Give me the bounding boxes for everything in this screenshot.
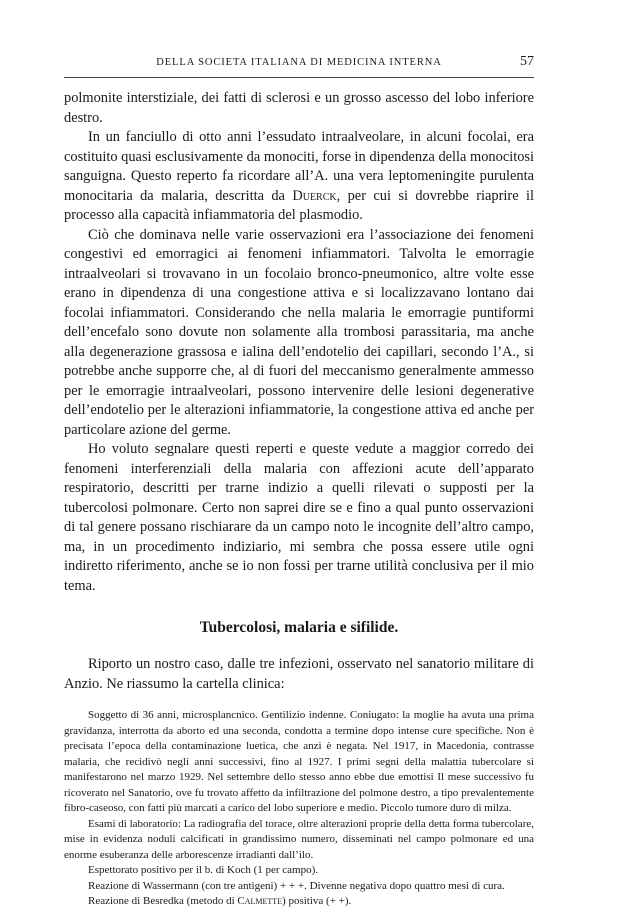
paragraph-continuation: polmonite interstiziale, dei fatti di sclerosi e un grosso ascesso del lobo inferiore destro. bbox=[64, 90, 534, 126]
paragraph-monocytes bbox=[64, 128, 534, 226]
case-besredka-author: Calmette bbox=[237, 895, 283, 907]
case-besredka-start: Reazione di Besredka (metodo di bbox=[88, 895, 235, 907]
running-title: DELLA SOCIETA ITALIANA DI MEDICINA INTERNA bbox=[156, 57, 442, 68]
paragraph-congestion: Ciò che dominava nelle varie osservazioni era l’associazione dei fenomeni congestivi ed emorragici ai fenomeni infiammatori. Talvolta le emorragie intraalveolari si trovavano in un focolaio bronco-pneumonico, altre volte esse erano in dipendenza di una congestione attiva e si localizzavano lontano dai focolai infiammatori. Considerando che nella malaria le emorragie puntiformi dell’encefalo sono dovute non solamente alla trombosi parassitaria, ma anche alla degenerazione grassosa e ialina dell’endotelio dei capillari, secondo l’A., si potrebbe anche supporre che, al di fuori del meccanismo generalmente ammesso per le emorragie intraalveolari, possono intervenire delle lesioni degenerative dell’endotelio per le alterazioni infiammatorie, la congestione attiva ed anche per particolare azione del germe. bbox=[64, 226, 534, 438]
paragraph-reports: Ho voluto segnalare questi reperti e queste vedute a maggior corredo dei fenomeni interferenziali della malaria con affezioni acute dell’apparato respiratorio, descritti per trarne indizio a quelli rilevati o supposti per la tubercolosi polmonare. Certo non saprei dire se e fino a qual punto osservazioni di tal genere possano rischiarare da un campo noto le incognite dell’altro campo, ma, in un procedimento indiziario, mi sembra che possa essere utile ogni indiretto riferimento, anche se io non fossi per trarne utilità conclusiva per il mio tema. bbox=[64, 441, 534, 594]
case-sputum: Espettorato positivo per il b. di Koch (1 per campo). bbox=[88, 864, 319, 876]
paragraph-monocytes-text: In un fanciullo di otto anni l’essudato intraalveolare, in alcuni focolai, era costituito quasi esclusivamente da monociti, forse in dipendenza della monocitosi sanguigna. Questo reperto fa ricordare all’A. una vera leptomeningite purulenta monocitaria da malaria, descritta da bbox=[64, 129, 534, 204]
case-besredka-end: ) positiva (+ +). bbox=[282, 895, 352, 907]
case-besredka bbox=[64, 894, 534, 910]
body-text bbox=[64, 89, 534, 910]
case-record bbox=[64, 708, 534, 910]
citation-continuation: , per cui si dovrebbe riaprire il processo alla capacità infiammatoria del plasmodio. bbox=[64, 187, 534, 223]
section-intro: Riporto un nostro caso, dalle tre infezioni, osservato nel sanatorio militare di Anzio. Ne riassumo la cartella clinica: bbox=[64, 656, 534, 692]
header-rule bbox=[64, 77, 534, 78]
running-header bbox=[64, 54, 534, 74]
case-history: Soggetto di 36 anni, microsplancnico. Gentilizio indenne. Coniugato: la moglie ha avuta una prima gravidanza, interrotta da aborto ed una seconda, condotta a termine dopo intense cure specifiche. Non è precisata l’epoca della contaminazione luetica, che anzi è negata. Nel 1917, in Macedonia, contrasse malaria, che recidivò negli anni successivi, fino al 1927. I primi segni della malattia tubercolare si manifestarono nel marzo 1929. Nel settembre dello stesso anno ebbe due emottisi Il mese successivo fu ricoverato nel Sanatorio, ove fu trovato affetto da infiltrazione del polmone destro, a tipo prevalentemente fibro-caseoso, con fatti più marcati a carico del lobo superiore e medio. Piccolo tumore duro di milza. bbox=[64, 709, 534, 814]
section-heading: Tubercolosi, malaria e sifilide. bbox=[199, 619, 399, 636]
citation-author: Duerck bbox=[292, 187, 337, 204]
page-number: 57 bbox=[520, 54, 534, 69]
case-lab-exams: Esami di laboratorio: La radiografia del torace, oltre alterazioni proprie della detta forma tubercolare, mise in evidenza noduli calcificati in grandissimo numero, disseminati nel campo polmonare ed una enorme esuberanza delle arborescenze irradianti dall’ilo. bbox=[64, 817, 534, 861]
case-wassermann: Reazione di Wassermann (con tre antigeni) + + +. Divenne negativa dopo quattro mesi di cura. bbox=[88, 879, 505, 892]
